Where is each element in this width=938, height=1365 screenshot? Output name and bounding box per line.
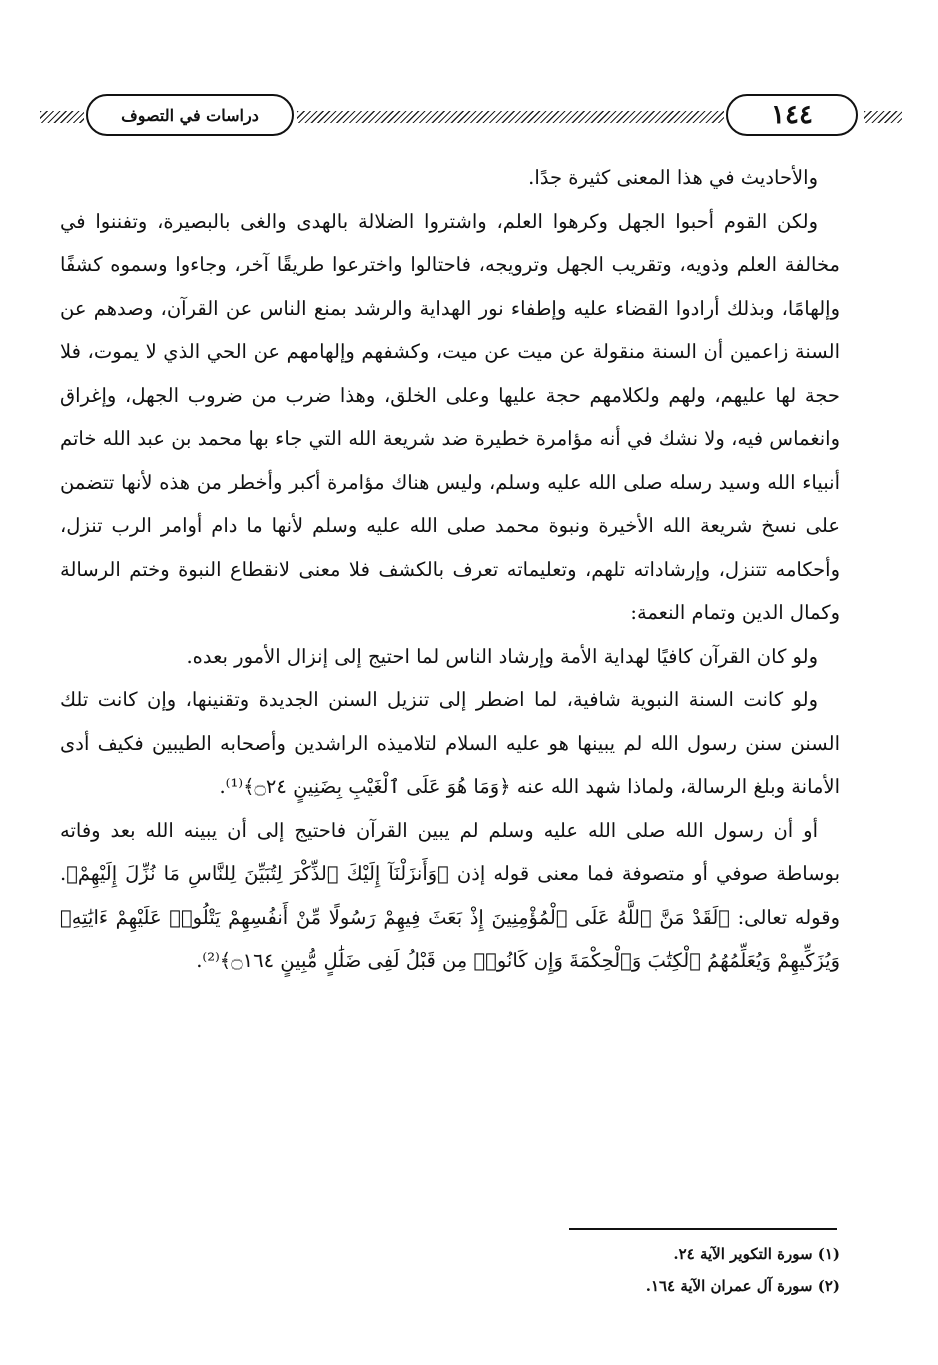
header-ornament-right [864, 111, 902, 123]
footnotes [560, 1238, 840, 1302]
header-ornament-left [40, 111, 84, 123]
footnote: (١) سورة التكوير الآية ٢٤. [673, 1245, 840, 1263]
main-text [60, 156, 840, 983]
page-number: ١٤٤ [726, 94, 858, 136]
page-header [40, 94, 902, 140]
paragraph: ولكن القوم أحبوا الجهل وكرهوا العلم، واشتروا الضلالة بالهدى والغى بالبصيرة، وتفننوا في مخالفة العلم وذويه، وتقريب الجهل وترويجه، فاحتالوا واخترعوا طريقًا آخر، وجاءوا وسموه كشفًا وإلهامًا، وبذلك أرادوا القضاء عليه وإطفاء نور الهداية والرشد بمنع الناس عن القرآن، وصدهم عن السنة زاعمين أن السنة منقولة عن ميت عن ميت، وكشفهم وإلهامهم عن الحي الذي لا يموت، فلا حجة لها عليهم، ولهم ولكلامهم حجة عليها وعلى الخلق، وهذا ضرب من ضروب الجهل، وإغراق وانغماس فيه، ولا نشك في أنه مؤامرة خطيرة ضد شريعة الله التي جاء بها محمد بن عبد الله خاتم أنبياء الله وسيد رسله صلى الله عليه وسلم، وليس هناك مؤامرة أكبر وأخطر من هذه لأنها تتضمن على نسخ شريعة الله الأخيرة ونبوة محمد صلى الله عليه وسلم لأنها ما دام أوامر الرب تنزل، وأحكامه تتنزل، وإرشاداته تلهم، وتعليماته تعرف بالكشف فلا معنى لانقطاع النبوة وختم الرسالة وكمال الدين وتمام النعمة: [60, 209, 840, 624]
header-ornament-middle [297, 111, 724, 123]
running-title: دراسات في التصوف [86, 94, 294, 136]
paragraph: والأحاديث في هذا المعنى كثيرة جدًا. [528, 166, 818, 189]
footnote-separator [569, 1228, 837, 1230]
paragraph: أو أن رسول الله صلى الله عليه وسلم لم يبين القرآن فاحتيج إلى أن يبينه الله بعد وفاته بوساطة صوفي أو متصوفة فما معنى قوله إذن ﴿وَأَنزَلْنَآ إِلَيْكَ ٱلذِّكْرَ لِتُبَيِّنَ لِلنَّاسِ مَا نُزِّلَ إِلَيْهِمْ﴾. وقوله تعالى: ﴿لَقَدْ مَنَّ ٱللَّهُ عَلَى ٱلْمُؤْمِنِينَ إِذْ بَعَثَ فِيهِمْ رَسُولًا مِّنْ أَنفُسِهِمْ يَتْلُوا۟ عَلَيْهِمْ ءَايَٰتِهِۦ وَيُزَكِّيهِمْ وَيُعَلِّمُهُمُ ٱلْكِتَٰبَ وَٱلْحِكْمَةَ وَإِن كَانُوا۟ مِن قَبْلُ لَفِى ضَلَٰلٍ مُّبِينٍ ۝١٦٤﴾⁽²⁾. [60, 818, 840, 972]
footnote: (٢) سورة آل عمران الآية ١٦٤. [645, 1277, 840, 1295]
paragraph: ولو كان القرآن كافيًا لهداية الأمة وإرشاد الناس لما احتيج إلى إنزال الأمور بعده. [186, 644, 818, 668]
paragraph: ولو كانت السنة النبوية شافية، لما اضطر إلى تنزيل السنن الجديدة وتقنينها، وإن كانت تلك السنن سنن رسول الله لم يبينها هو عليه السلام لتلاميذه الراشدين وأصحابه الطيبين فكيف أدى الأمانة وبلغ الرسالة، ولماذا شهد الله عنه ﴿وَمَا هُوَ عَلَى ٱلْغَيْبِ بِضَنِينٍ ۝٢٤﴾⁽¹⁾. [60, 688, 840, 798]
